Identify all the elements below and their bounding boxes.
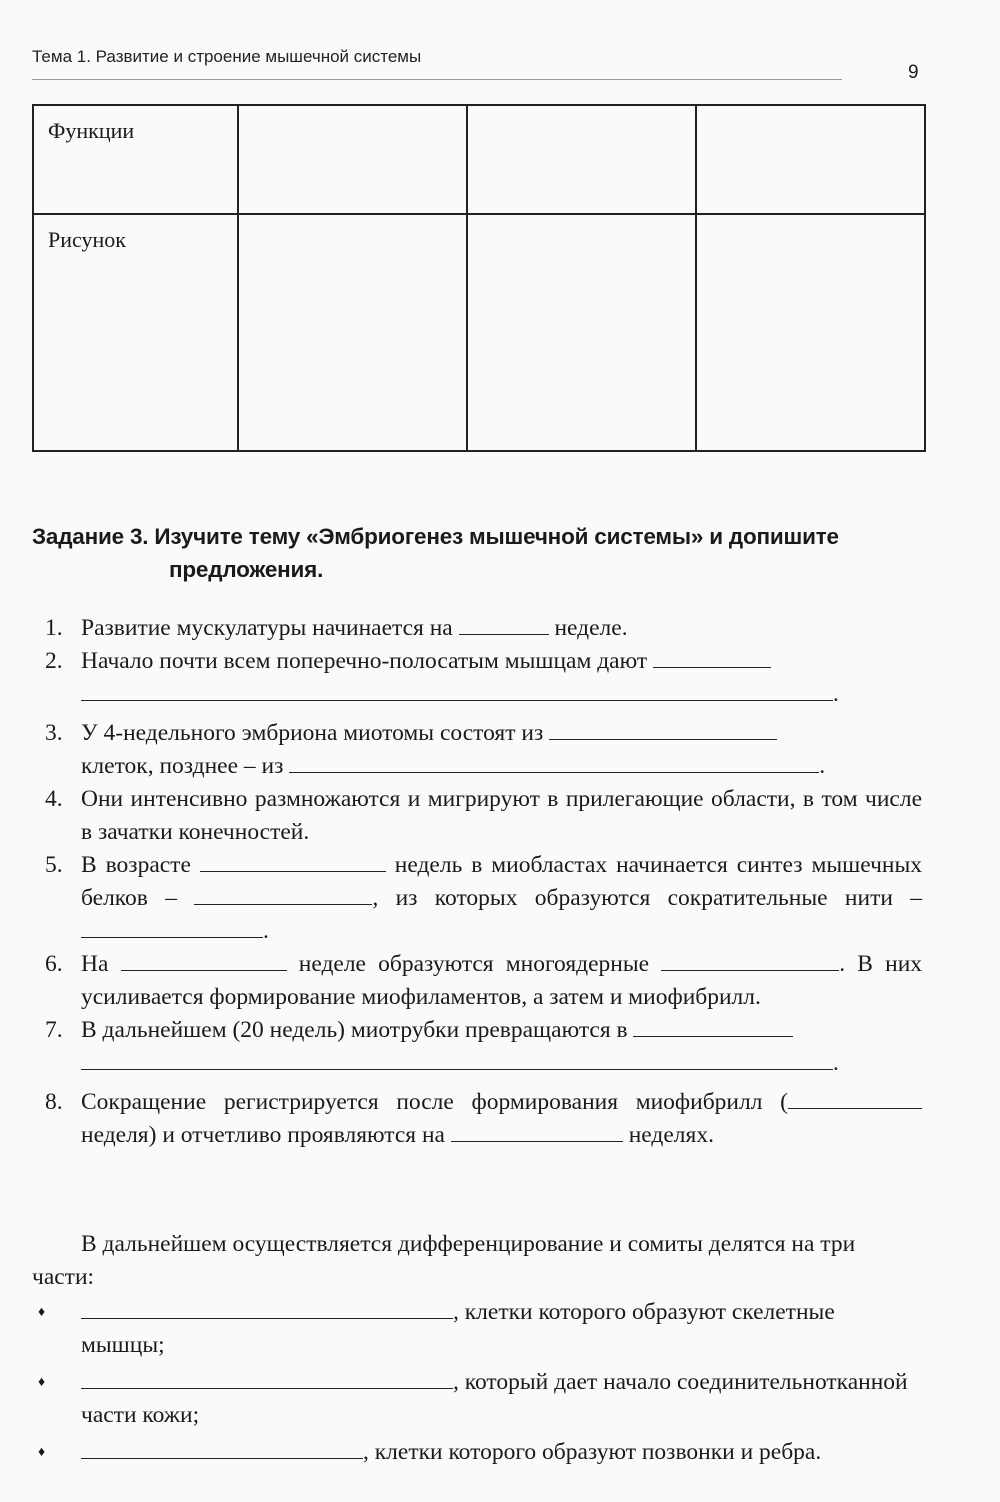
paragraph: В дальнейшем осуществляется дифференцирование и сомиты делятся на три части: [32,1231,856,1290]
item-text: неделе образуются многоядерные [298,951,650,977]
list-item [32,948,922,1014]
list-item [32,717,922,783]
bullet-list [32,1296,922,1473]
fill-blank[interactable] [81,1047,833,1070]
list-item [32,783,922,849]
answer-cell[interactable] [238,105,467,214]
answer-cell[interactable] [467,105,696,214]
fill-blank[interactable] [661,948,839,971]
fill-blank[interactable] [459,612,549,635]
item-number: 3. [45,720,63,746]
item-number: 1. [45,615,63,641]
item-text: клеток, позднее – из [81,753,284,779]
task-heading-line1: Задание 3. Изучите тему «Эмбриогенез мышечной системы» и допишите [32,524,839,549]
bullet-text: , который дает начало соединительнотканной части кожи; [81,1369,908,1428]
answer-cell[interactable] [238,214,467,451]
answer-cell[interactable] [696,105,925,214]
fill-blank[interactable] [81,1296,453,1319]
fill-blank[interactable] [81,915,263,938]
list-item [32,1436,922,1469]
table-row [33,105,925,214]
bullet-text: , клетки которого образуют позвонки и ребра. [363,1439,822,1465]
item-text: Развитие мускулатуры начинается на [81,615,453,641]
list-item [32,645,922,711]
item-text: У 4-недельного эмбриона миотомы состоят из [81,720,544,746]
table-row [33,214,925,451]
item-number: 8. [45,1089,63,1115]
item-text: неделях. [628,1122,714,1148]
list-item [32,1086,922,1152]
task-heading-line2: предложения. [169,557,324,582]
item-text: , из которых образуются сократительные нити – [372,885,923,911]
header-rule [32,79,842,80]
item-text: неделя) и отчетливо проявляются на [81,1122,445,1148]
fill-blank[interactable] [451,1119,623,1142]
fill-blank[interactable] [81,1436,363,1459]
item-text: В дальнейшем (20 недель) миотрубки превращаются в [81,1017,628,1043]
answer-cell[interactable] [467,214,696,451]
item-text: . [839,951,846,977]
diamond-bullet-icon: ♦ [38,1375,46,1390]
item-number: 4. [45,786,63,812]
fill-blank[interactable] [788,1086,922,1109]
fill-blank[interactable] [194,882,372,905]
row-label-picture: Рисунок [33,214,238,451]
diamond-bullet-icon: ♦ [38,1445,46,1460]
fill-blank[interactable] [81,678,833,701]
item-text: . [819,753,826,779]
item-number: 6. [45,951,63,977]
list-item [32,612,922,645]
list-item [32,1296,922,1362]
item-number: 2. [45,648,63,674]
fill-blank[interactable] [289,750,819,773]
item-text: На [81,951,109,977]
sentence-list [32,612,922,1152]
diamond-bullet-icon: ♦ [38,1305,46,1320]
task-heading [32,520,932,586]
fill-blank[interactable] [633,1014,793,1037]
item-number: 5. [45,852,63,878]
item-text: Начало почти всем поперечно-полосатым мышцам дают [81,648,648,674]
fill-blank[interactable] [653,645,771,668]
item-text: недель в миобластах начинается синтез мышечных белков – [81,852,923,911]
item-text: В них усиливается формирование миофиламентов, а затем и миофибрилл. [81,951,923,1010]
bullet-text: , клетки которого образуют скелетные мышцы; [81,1299,835,1358]
item-text: . [833,1050,839,1076]
answer-cell[interactable] [696,214,925,451]
item-text: . [833,681,839,707]
fill-blank[interactable] [549,717,777,740]
fill-blank[interactable] [200,849,386,872]
page-number: 9 [908,62,919,83]
running-title: Тема 1. Развитие и строение мышечной системы [32,47,422,66]
item-text: . [263,918,269,944]
item-text: В возрасте [81,852,191,878]
list-item [32,1014,922,1080]
item-text: Сокращение регистрируется после формирования миофибрилл ( [81,1089,788,1115]
fill-blank[interactable] [81,1366,453,1389]
list-item [32,849,922,948]
row-label-functions: Функции [33,105,238,214]
fill-blank[interactable] [121,948,287,971]
item-text: неделе. [554,615,628,641]
list-item [32,1366,922,1432]
answer-table [32,104,926,452]
item-number: 7. [45,1017,63,1043]
item-text: Они интенсивно размножаются и мигрируют в прилегающие области, в том числе в зачатки конечностей. [81,786,922,845]
